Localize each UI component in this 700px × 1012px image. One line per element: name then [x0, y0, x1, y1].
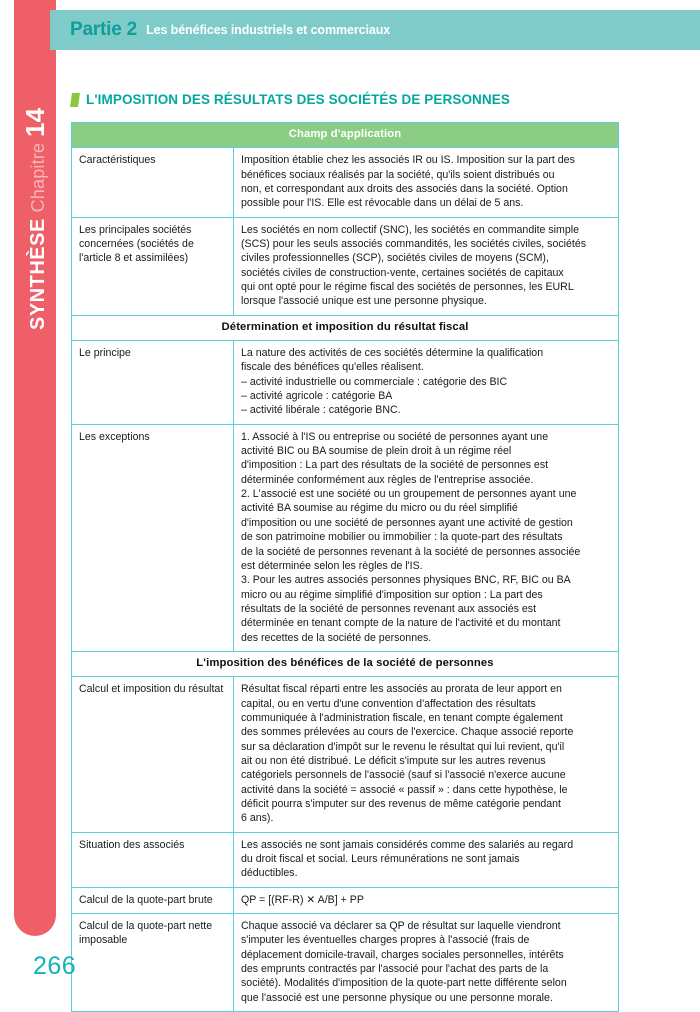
table-row	[72, 677, 619, 832]
table-row-value	[234, 148, 619, 217]
table-row-value-line: non, et correspondant aux droits des associés dans la société. Option	[241, 182, 568, 195]
table-band-title: Champ d'application	[72, 123, 619, 148]
table-row-value-line: des recettes de la société de personnes.	[241, 631, 432, 644]
table-row-value-line: d'imposition : La part des résultats de la société de personnes est	[241, 459, 549, 472]
table-row-label: Les principales sociétés concernées (sociétés de l'article 8 et assimilées)	[72, 217, 234, 315]
table-row-value-line: QP = [(RF-R) ✕ A/B] + PP	[241, 893, 364, 906]
table-row-value-line: activité BIC ou BA soumise de plein droit à un régime réel	[241, 445, 512, 458]
table-row-value-line: 1. Associé à l'IS ou entreprise ou société de personnes ayant une	[241, 430, 549, 443]
section-heading	[71, 92, 510, 107]
table-row	[72, 887, 619, 913]
table-row-value-line: déficit pourra s'imputer sur des revenus de même catégorie pendant	[241, 797, 562, 810]
table-row-value-line: résultats de la société de personnes revenant aux associés est	[241, 602, 537, 615]
table-row-value-line: possible pour l'IS. Elle est révocable dans un délai de 5 ans.	[241, 197, 524, 210]
table-row-value-line: sociétés civiles de construction-vente, certaines sociétés de capitaux	[241, 266, 564, 279]
table-row	[72, 424, 619, 651]
table-row-value-line: activité dans la société = associé « passif » : dans cette hypothèse, le	[241, 783, 568, 796]
table-row-label: Calcul et imposition du résultat	[72, 677, 234, 832]
table-row-value-line: s'imputer les éventuelles charges propres à l'associé (frais de	[241, 934, 530, 947]
table-body	[72, 123, 619, 1012]
table-row-value-line: – activité industrielle ou commerciale : catégorie des BIC	[241, 375, 508, 388]
table-row-value-line: du droit fiscal et social. Leurs rémunérations ne sont jamais	[241, 852, 520, 865]
table-row-value-line: Résultat fiscal réparti entre les associés au prorata de leur apport en	[241, 683, 562, 696]
header-subtitle: Les bénéfices industriels et commerciaux	[146, 23, 391, 37]
table-row-value-line: 6 ans).	[241, 812, 274, 825]
table-row-value-line: que l'associé est une personne physique ou une personne morale.	[241, 991, 553, 1004]
table-row-value-line: de la société de personnes revenant à la société de personnes associée	[241, 545, 581, 558]
table-row-value-line: La nature des activités de ces sociétés détermine la qualification	[241, 347, 544, 360]
synthesis-table	[71, 122, 619, 1012]
table-row	[72, 832, 619, 887]
table-row-value-line: Les associés ne sont jamais considérés comme des salariés au regard	[241, 838, 574, 851]
table-row	[72, 148, 619, 217]
table-row	[72, 217, 619, 315]
table-row-value	[234, 887, 619, 913]
table-row-value-line: catégoriels personnels de l'associé (sauf si l'associé n'exerce aucune	[241, 769, 566, 782]
table-row-label: Les exceptions	[72, 424, 234, 651]
table-row-label: Le principe	[72, 341, 234, 425]
chapter-side-tab-label	[22, 108, 48, 330]
table-row-value-line: sur sa déclaration d'impôt sur le revenu le résultat qui lui revient, qu'il	[241, 740, 565, 753]
table-row-value-line: qui ont opté pour le régime fiscal des sociétés de personnes, les EURL	[241, 281, 574, 294]
table-row-value-line: 3. Pour les autres associés personnes physiques BNC, RF, BIC ou BA	[241, 574, 571, 587]
square-bullet-icon	[70, 93, 80, 107]
table-row-value-line: – activité libérale : catégorie BNC.	[241, 404, 401, 417]
table-row-value-line: capital, ou en vertu d'une convention d'affectation des résultats	[241, 697, 536, 710]
table-row-value-line: 2. L'associé est une société ou un groupement de personnes ayant une	[241, 488, 577, 501]
table-row-value-line: déductibles.	[241, 867, 298, 880]
table-row-value	[234, 217, 619, 315]
table-row-value-line: Les sociétés en nom collectif (SNC), les sociétés en commandite simple	[241, 223, 579, 236]
table-subhead-title: Détermination et imposition du résultat fiscal	[72, 315, 619, 340]
table-row-value-line: déterminée conformément aux règles de l'entreprise associée.	[241, 473, 534, 486]
synthese-label: SYNTHÈSE	[27, 218, 49, 330]
table-band-row	[72, 123, 619, 148]
chapitre-label: Chapitre	[28, 142, 48, 213]
table-row-value-line: société). Modalités d'imposition de la quote-part nette différente selon	[241, 977, 567, 990]
table-row-value-line: Chaque associé va déclarer sa QP de résultat sur laquelle viendront	[241, 920, 561, 933]
table-row-label: Calcul de la quote-part brute	[72, 887, 234, 913]
table-row-label: Caractéristiques	[72, 148, 234, 217]
table-row-value-line: civiles professionnelles (SCP), sociétés civiles de moyens (SCM),	[241, 252, 549, 265]
table-row-label: Calcul de la quote-part nette imposable	[72, 914, 234, 1012]
table-row-value-line: activité BA soumise au régime du micro ou du réel simplifié	[241, 502, 518, 515]
page-number: 266	[33, 952, 77, 980]
table-row-value	[234, 424, 619, 651]
chapter-side-tab	[14, 0, 56, 936]
table-subhead-row	[72, 315, 619, 340]
table-row-label: Situation des associés	[72, 832, 234, 887]
table-row-value-line: communiquée à l'administration fiscale, en tenant compte également	[241, 711, 563, 724]
table-row-value-line: de son patrimoine mobilier ou immobilier : la quote-part des résultats	[241, 531, 563, 544]
table-row-value-line: des sommes prélevées au cours de l'exercice. Chaque associé reporte	[241, 726, 574, 739]
table-row-value-line: fiscale des bénéfices qu'elles réalisent.	[241, 361, 424, 374]
table-row-value	[234, 832, 619, 887]
table-row-value-line: – activité agricole : catégorie BA	[241, 390, 393, 403]
chapter-number: 14	[20, 107, 50, 138]
table-row-value-line: (SCS) pour les seuls associés commandités, les sociétés civiles, sociétés	[241, 238, 587, 251]
table-row-value-line: déterminée en tenant compte de la nature de l'activité et du montant	[241, 617, 561, 630]
table-row-value-line: micro ou au régime simplifié d'imposition sur option : La part des	[241, 588, 543, 601]
table-row-value	[234, 914, 619, 1012]
header-partie-label: Partie 2	[70, 19, 138, 40]
table-row-value-line: des emprunts contractés par l'associé pour l'achat des parts de la	[241, 963, 549, 976]
table-row-value-line: ait ou non été distribué. Le déficit s'impute sur les autres revenus	[241, 754, 546, 767]
page-title: L'IMPOSITION DES RÉSULTATS DES SOCIÉTÉS DE PERSONNES	[86, 92, 510, 107]
page-header-band	[50, 10, 700, 50]
table-row-value-line: d'imposition ou une société de personnes ayant une activité de gestion	[241, 516, 573, 529]
table-row-value	[234, 677, 619, 832]
table-row	[72, 341, 619, 425]
table-subhead-title: L'imposition des bénéfices de la société de personnes	[72, 651, 619, 676]
table-row-value-line: bénéfices sociaux réalisés par la société, qu'ils soient distribués ou	[241, 168, 555, 181]
table-subhead-row	[72, 651, 619, 676]
table-row-value	[234, 341, 619, 425]
table-row-value-line: Imposition établie chez les associés IR ou IS. Imposition sur la part des	[241, 154, 575, 167]
table-row	[72, 914, 619, 1012]
table-row-value-line: est déterminée selon les règles de l'IS.	[241, 559, 423, 572]
table-row-value-line: déplacement domicile-travail, charges sociales personnelles, intérêts	[241, 948, 564, 961]
table-row-value-line: lorsque l'associé unique est une personne physique.	[241, 295, 487, 308]
